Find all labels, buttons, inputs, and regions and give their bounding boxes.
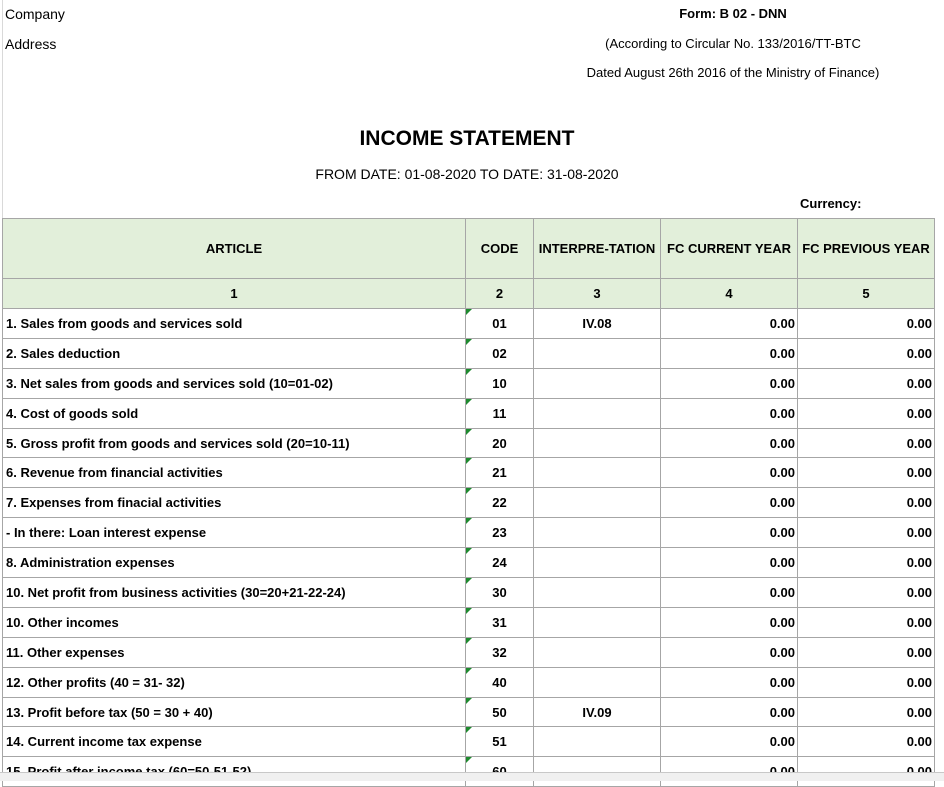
current-year-cell-value: 0.00 [769,525,795,541]
previous-year-cell[interactable] [798,309,935,339]
previous-year-cell[interactable] [798,607,935,637]
code-cell[interactable] [466,488,534,518]
table-row [3,338,935,368]
income-statement-table [2,218,935,787]
previous-year-cell[interactable] [798,697,935,727]
comment-marker-icon [466,339,472,345]
code-cell[interactable] [466,667,534,697]
interpretation-cell[interactable] [534,578,661,608]
article-cell-value: 14. Current income tax expense [6,734,202,750]
article-cell[interactable] [3,309,466,339]
table-row [3,637,935,667]
comment-marker-icon [466,757,472,763]
code-cell[interactable] [466,368,534,398]
article-cell-value: 5. Gross profit from goods and services sold (20=10-11) [6,435,350,451]
current-year-cell[interactable] [661,667,798,697]
comment-marker-icon [466,727,472,733]
comment-marker-icon [466,548,472,554]
code-cell-value: 22 [492,495,507,511]
table-row [3,607,935,637]
interpretation-cell[interactable] [534,518,661,548]
current-year-cell[interactable] [661,548,798,578]
article-cell-value: 13. Profit before tax (50 = 30 + 40) [6,704,213,720]
code-cell-value: 40 [492,674,507,690]
code-cell[interactable] [466,338,534,368]
code-cell[interactable] [466,727,534,757]
code-cell[interactable] [466,578,534,608]
table-row [3,548,935,578]
table-row [3,697,935,727]
table-row [3,309,935,339]
comment-marker-icon [466,369,472,375]
comment-marker-icon [466,698,472,704]
code-cell-value: 51 [492,734,507,750]
previous-year-cell-value: 0.00 [906,644,932,660]
code-cell[interactable] [466,607,534,637]
interpretation-cell[interactable] [534,368,661,398]
interpretation-cell[interactable] [534,548,661,578]
current-year-cell[interactable] [661,727,798,757]
table-row [3,727,935,757]
previous-year-cell[interactable] [798,428,935,458]
article-cell[interactable] [3,667,466,697]
comment-marker-icon [466,638,472,644]
column-header-article[interactable]: ARTICLE [3,219,466,279]
article-cell[interactable] [3,727,466,757]
previous-year-cell-value: 0.00 [906,674,932,690]
previous-year-cell-value: 0.00 [906,405,932,421]
comment-marker-icon [466,608,472,614]
current-year-cell-value: 0.00 [769,674,795,690]
previous-year-cell[interactable] [798,488,935,518]
dated-note: Dated August 26th 2016 of the Ministry of Finance) [586,65,880,80]
article-cell[interactable] [3,398,466,428]
column-number[interactable]: 4 [661,279,798,309]
interpretation-cell[interactable] [534,309,661,339]
previous-year-cell[interactable] [798,578,935,608]
table-row [3,667,935,697]
previous-year-cell-value: 0.00 [906,614,932,630]
currency-label: Currency: [800,196,862,211]
previous-year-cell-value: 0.00 [906,465,932,481]
interpretation-cell[interactable] [534,488,661,518]
code-cell[interactable] [466,428,534,458]
code-cell-value: 01 [492,315,507,331]
column-header-previous-year[interactable]: FC PREVIOUS YEAR [798,219,935,279]
code-cell[interactable] [466,518,534,548]
current-year-cell[interactable] [661,368,798,398]
article-cell-value: 12. Other profits (40 = 31- 32) [6,674,185,690]
interpretation-cell[interactable] [534,398,661,428]
column-header-row [3,219,935,279]
code-cell-value: 32 [492,644,507,660]
code-cell-value: 31 [492,614,507,630]
code-cell[interactable] [466,458,534,488]
code-cell[interactable] [466,398,534,428]
comment-marker-icon [466,518,472,524]
interpretation-cell[interactable] [534,428,661,458]
previous-year-cell-value: 0.00 [906,734,932,750]
current-year-cell-value: 0.00 [769,644,795,660]
previous-year-cell-value: 0.00 [906,495,932,511]
current-year-cell-value: 0.00 [769,614,795,630]
column-number[interactable]: 2 [466,279,534,309]
previous-year-cell-value: 0.00 [906,525,932,541]
company-label: Company [5,6,65,22]
current-year-cell[interactable] [661,697,798,727]
code-cell-value: 02 [492,345,507,361]
previous-year-cell-value: 0.00 [906,555,932,571]
column-header-current-year[interactable]: FC CURRENT YEAR [661,219,798,279]
column-header-interpretation[interactable]: INTERPRE-TATION [534,219,661,279]
current-year-cell-value: 0.00 [769,405,795,421]
table-row [3,428,935,458]
current-year-cell-value: 0.00 [769,375,795,391]
current-year-cell[interactable] [661,338,798,368]
previous-year-cell[interactable] [798,368,935,398]
article-cell-value: 6. Revenue from financial activities [6,465,223,481]
article-cell[interactable] [3,578,466,608]
comment-marker-icon [466,578,472,584]
column-number-row [3,279,935,309]
table-row [3,398,935,428]
article-cell-value: 4. Cost of goods sold [6,405,139,421]
table-row [3,488,935,518]
current-year-cell-value: 0.00 [769,555,795,571]
table-row [3,518,935,548]
current-year-cell-value: 0.00 [769,345,795,361]
current-year-cell[interactable] [661,637,798,667]
current-year-cell[interactable] [661,309,798,339]
current-year-cell[interactable] [661,458,798,488]
interpretation-cell[interactable] [534,338,661,368]
comment-marker-icon [466,309,472,315]
article-cell[interactable] [3,458,466,488]
current-year-cell-value: 0.00 [769,315,795,331]
current-year-cell-value: 0.00 [769,704,795,720]
code-cell-value: 20 [492,435,507,451]
article-cell-value: 1. Sales from goods and services sold [6,315,243,331]
previous-year-cell-value: 0.00 [906,584,932,600]
form-code: Form: B 02 - DNN [679,6,787,21]
previous-year-cell[interactable] [798,727,935,757]
current-year-cell-value: 0.00 [769,584,795,600]
article-cell-value: 7. Expenses from finacial activities [6,495,222,511]
article-cell[interactable] [3,548,466,578]
article-cell-value: - In there: Loan interest expense [6,525,207,541]
circular-note: (According to Circular No. 133/2016/TT-BTC [605,36,861,51]
current-year-cell[interactable] [661,518,798,548]
code-cell[interactable] [466,697,534,727]
interpretation-cell[interactable] [534,667,661,697]
table-row [3,368,935,398]
interpretation-cell[interactable] [534,458,661,488]
code-cell-value: 11 [492,405,507,421]
article-cell-value: 2. Sales deduction [6,345,121,361]
previous-year-cell[interactable] [798,518,935,548]
comment-marker-icon [466,399,472,405]
article-cell[interactable] [3,338,466,368]
current-year-cell-value: 0.00 [769,734,795,750]
article-cell-value: 11. Other expenses [6,644,125,660]
current-year-cell[interactable] [661,578,798,608]
column-number[interactable]: 5 [798,279,935,309]
comment-marker-icon [466,668,472,674]
current-year-cell-value: 0.00 [769,495,795,511]
article-cell-value: 8. Administration expenses [6,555,175,571]
address-label: Address [5,36,57,52]
interpretation-cell-value: IV.09 [582,704,612,720]
current-year-cell[interactable] [661,428,798,458]
previous-year-cell-value: 0.00 [906,345,932,361]
column-number[interactable]: 3 [534,279,661,309]
table-row [3,458,935,488]
article-cell[interactable] [3,428,466,458]
current-year-cell-value: 0.00 [769,435,795,451]
previous-year-cell-value: 0.00 [906,315,932,331]
article-cell[interactable] [3,518,466,548]
code-cell-value: 24 [492,555,507,571]
previous-year-cell[interactable] [798,667,935,697]
code-cell[interactable] [466,637,534,667]
column-number[interactable]: 1 [3,279,466,309]
period-range: FROM DATE: 01-08-2020 TO DATE: 31-08-2020 [315,166,619,182]
code-cell-value: 21 [492,465,507,481]
previous-year-cell-value: 0.00 [906,704,932,720]
article-cell[interactable] [3,488,466,518]
page-title: INCOME STATEMENT [359,127,575,150]
current-year-cell[interactable] [661,398,798,428]
article-cell[interactable] [3,637,466,667]
interpretation-cell-value: IV.08 [582,315,612,331]
interpretation-cell[interactable] [534,637,661,667]
previous-year-cell[interactable] [798,637,935,667]
interpretation-cell[interactable] [534,607,661,637]
previous-year-cell[interactable] [798,338,935,368]
article-cell[interactable] [3,697,466,727]
article-cell[interactable] [3,368,466,398]
previous-year-cell[interactable] [798,398,935,428]
article-cell-value: 3. Net sales from goods and services sold (10=01-02) [6,375,333,391]
code-cell-value: 30 [492,584,507,600]
code-cell-value: 10 [492,375,507,391]
comment-marker-icon [466,488,472,494]
previous-year-cell-value: 0.00 [906,375,932,391]
previous-year-cell[interactable] [798,458,935,488]
previous-year-cell[interactable] [798,548,935,578]
code-cell[interactable] [466,548,534,578]
current-year-cell[interactable] [661,607,798,637]
interpretation-cell[interactable] [534,697,661,727]
article-cell-value: 10. Other incomes [6,614,119,630]
comment-marker-icon [466,458,472,464]
code-cell[interactable] [466,309,534,339]
article-cell[interactable] [3,607,466,637]
interpretation-cell[interactable] [534,727,661,757]
current-year-cell-value: 0.00 [769,465,795,481]
current-year-cell[interactable] [661,488,798,518]
previous-year-cell-value: 0.00 [906,435,932,451]
comment-marker-icon [466,429,472,435]
column-header-code[interactable]: CODE [466,219,534,279]
code-cell-value: 23 [492,525,507,541]
article-cell-value: 10. Net profit from business activities (30=20+21-22-24) [6,584,346,600]
code-cell-value: 50 [492,704,507,720]
table-row [3,578,935,608]
